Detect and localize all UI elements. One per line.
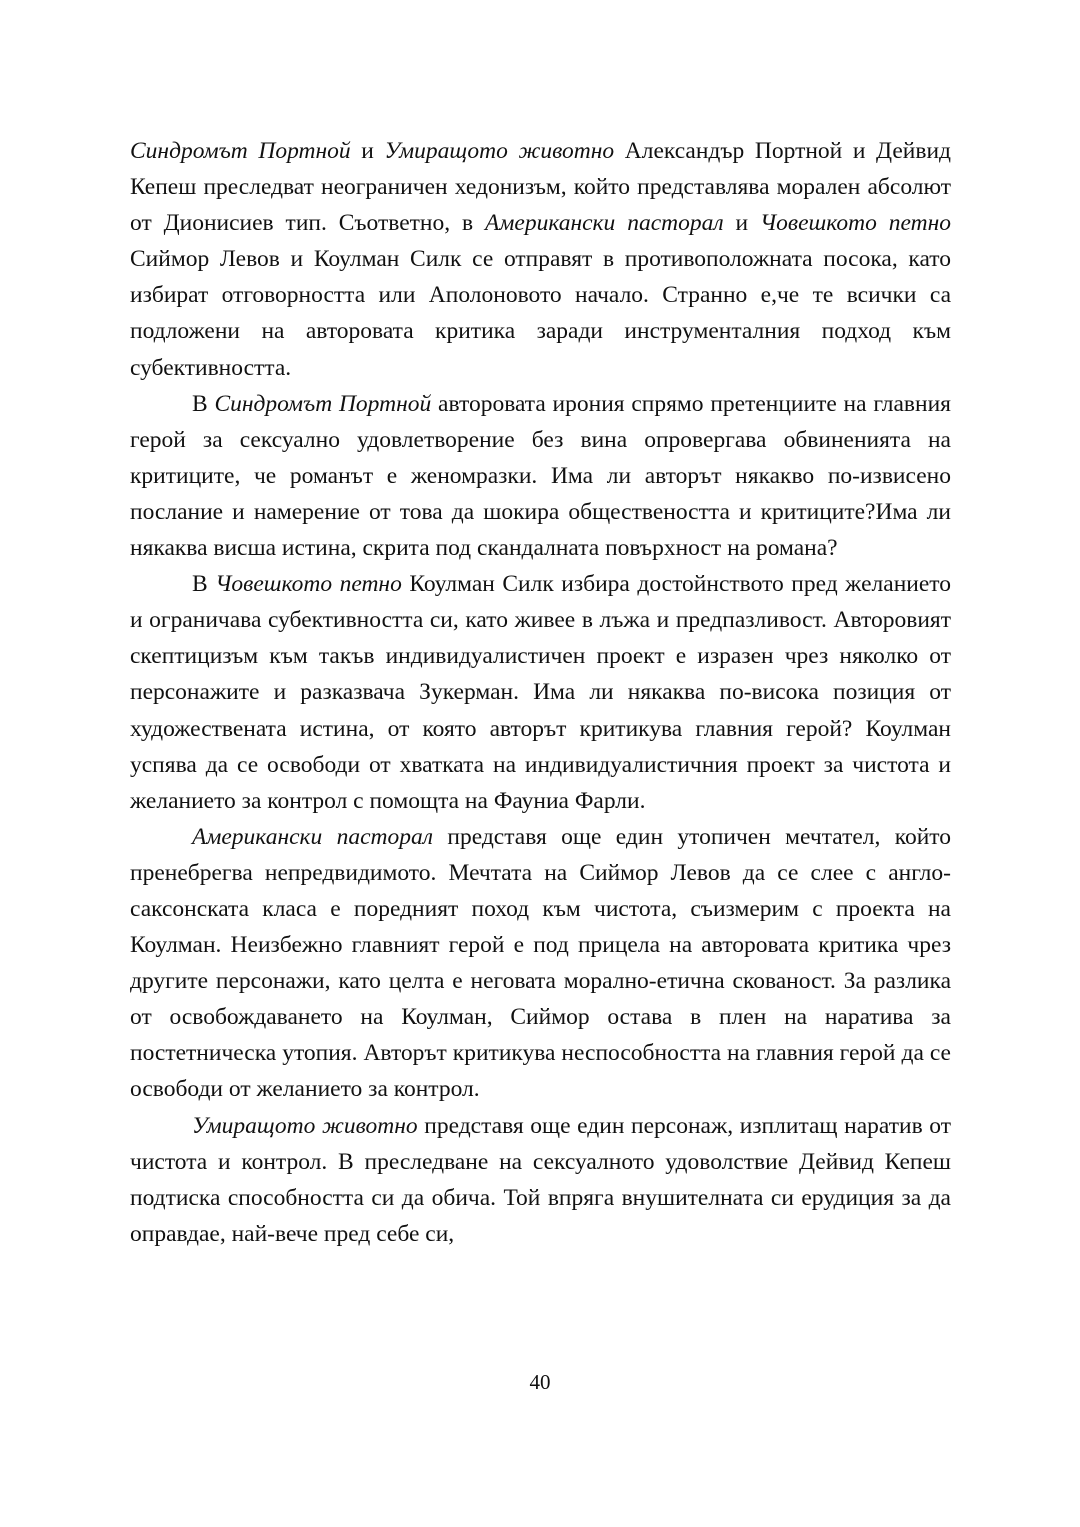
text-run: и (350, 138, 385, 164)
italic-title: Синдромът Портной (130, 138, 351, 164)
italic-title: Американски пасторал (192, 823, 434, 850)
italic-title: Умиращото животно (384, 138, 615, 164)
text-run: Коулман Силк избира достойнството пред желанието и ограничава субективността си, като живее в лъжа и предпазливост. Авторовият скептицизъм към такъв индивидуалистичен проект е изразен чрез няколко от персонажите и разказвача Зукерман. Има ли някаква по-висока позиция от художествената истина, от която авторът критикува главния герой? Коулман успява да се освободи от хватката на индивидуалистичния проект за чистота и желанието за контрол с помощта на Фауниа Фарли. (130, 571, 951, 814)
text-run: представя още един утопичен мечтател, който пренебрегва непредвидимото. Мечтата на Сиймор Левов да се слее с англо-саксонската класа е поредният поход към чистота, съизмерим с проекта на Коулман. Неизбежно главният герой е под прицела на авторовата критика чрез другите персонажи, като целта е неговата морално-етична скованост. За разлика от освобождаването на Коулман, Сиймор остава в плен на наратива за постетническа утопия. Авторът критикува неспособността на главния герой да се освободи от желанието за контрол. (130, 823, 951, 1103)
text-run: Александър Портной и Дейвид Кепеш преследват неограничен хедонизъм, който представлява морален абсолют от Дионисиев тип. Съответно, в (130, 138, 952, 237)
paragraph-1 (130, 133, 951, 386)
paragraph-2 (130, 386, 951, 566)
italic-title: Синдромът Портной (214, 390, 432, 417)
text-run: В (192, 390, 215, 417)
text-run: Сиймор Левов и Коулман Силк се отправят в противоположната посока, като избират отговорността или Аполоновото начало. Странно е,че те всички са подложени на авторовата критика заради инструменталния подход към субективността. (130, 246, 951, 381)
italic-title: Умиращото животно (192, 1112, 418, 1139)
italic-title: Човешкото петно (759, 210, 952, 237)
text-run: представя още един персонаж, изплитащ наратив от чистота и контрол. В преследване на сексуалното удоволствие Дейвид Кепеш подтиска способността си да обича. Той впряга внушителната си ерудиция за да оправдае, най-вече пред себе си, (130, 1112, 951, 1247)
paragraph-4 (130, 819, 951, 1108)
italic-title: Американски пасторал (485, 210, 724, 237)
page-body (130, 133, 951, 1252)
page-number: 40 (529, 1370, 551, 1394)
text-run: В (192, 571, 216, 598)
text-run: авторовата ирония спрямо претенциите на главния герой за сексуално удовлетворение без вина опровергава обвиненията на критиците, че романът е женомразки. Има ли авторът някакво по-извисено послание и намерение от това да шокира обществеността и критиците?Има ли някаква висша истина, скрита под скандалната повърхност на романа? (130, 390, 951, 562)
paragraph-5 (130, 1108, 951, 1252)
italic-title: Човешкото петно (215, 571, 402, 598)
paragraph-3 (130, 566, 951, 819)
text-run: и (723, 210, 760, 237)
